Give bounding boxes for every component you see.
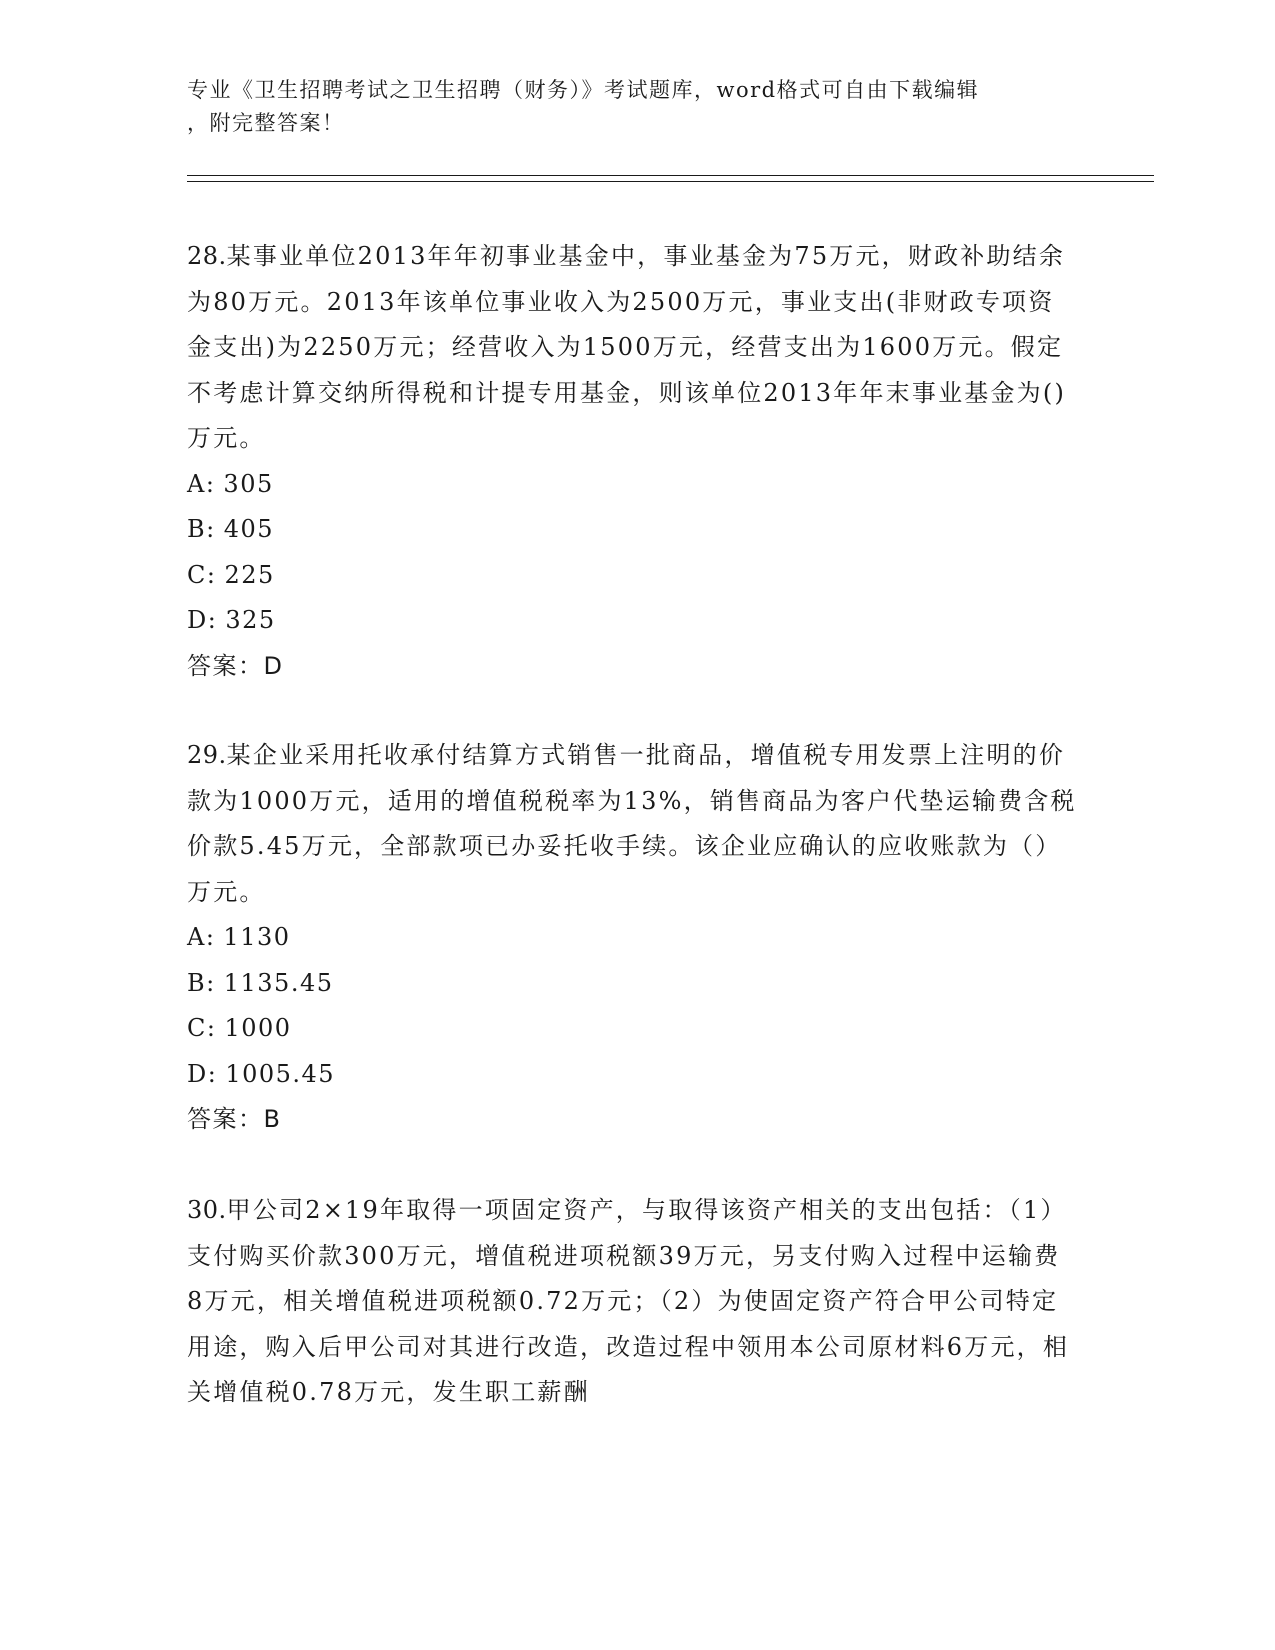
question-number: 29. xyxy=(187,741,227,769)
answer-line: 答案：B xyxy=(187,1105,282,1133)
option-c xyxy=(187,1006,1077,1052)
option-value: 305 xyxy=(223,469,274,498)
answer-line: 答案：D xyxy=(187,651,284,680)
option-d xyxy=(187,1052,1077,1098)
option-a xyxy=(187,462,1077,508)
option-letter: D: xyxy=(187,1059,218,1088)
question-30 xyxy=(187,1188,1077,1416)
option-b xyxy=(187,507,1077,553)
option-value: 1000 xyxy=(224,1014,292,1042)
question-text xyxy=(187,234,1077,462)
question-28 xyxy=(187,234,1077,689)
option-letter: C: xyxy=(187,560,217,589)
option-a xyxy=(187,915,1077,961)
option-value: 1130 xyxy=(223,923,291,951)
option-letter: D: xyxy=(187,606,218,634)
option-value: 1135.45 xyxy=(223,968,334,997)
option-c xyxy=(187,553,1077,599)
question-number: 30. xyxy=(187,1196,227,1224)
question-29 xyxy=(187,733,1077,1143)
question-body: 某企业采用托收承付结算方式销售一批商品，增值税专用发票上注明的价款为1000万元，适用的增值税税率为13%，销售商品为客户代垫运输费含税价款5.45万元，全部款项已办妥托收手续。该企业应确认的应收账款为（）万元。 xyxy=(187,741,1077,906)
option-letter: A: xyxy=(187,469,216,498)
option-d xyxy=(187,598,1077,644)
option-letter: B: xyxy=(187,515,216,543)
option-value: 225 xyxy=(224,560,275,589)
question-body: 某事业单位2013年年初事业基金中，事业基金为75万元，财政补助结余为80万元。2013年该单位事业收入为2500万元，事业支出(非财政专项资金支出)为2250万元；经营收入为1500万元，经营支出为1600万元。假定不考虑计算交纳所得税和计提专用基金，则该单位2013年年末事业基金为()万元。 xyxy=(187,242,1067,452)
document-header: 专业《卫生招聘考试之卫生招聘（财务）》考试题库，word格式可自由下载编辑 ，附完整答案！ xyxy=(187,78,980,135)
question-text xyxy=(187,1188,1077,1416)
option-b xyxy=(187,961,1077,1007)
question-body: 甲公司2×19年取得一项固定资产，与取得该资产相关的支出包括：（1）支付购买价款300万元，增值税进项税额39万元，另支付购入过程中运输费8万元，相关增值税进项税额0.72万元；（2）为使固定资产符合甲公司特定用途，购入后甲公司对其进行改造，改造过程中领用本公司原材料6万元，相关增值税0.78万元，发生职工薪酬 xyxy=(187,1196,1070,1406)
option-letter: C: xyxy=(187,1014,217,1042)
option-letter: A: xyxy=(187,923,216,951)
option-letter: B: xyxy=(187,968,216,997)
question-number: 28. xyxy=(187,242,227,270)
header-divider-top xyxy=(187,175,1154,176)
option-value: 325 xyxy=(225,606,276,634)
question-text xyxy=(187,733,1077,915)
option-value: 405 xyxy=(223,515,275,543)
option-value: 1005.45 xyxy=(225,1059,336,1088)
header-divider-bottom xyxy=(187,181,1154,182)
